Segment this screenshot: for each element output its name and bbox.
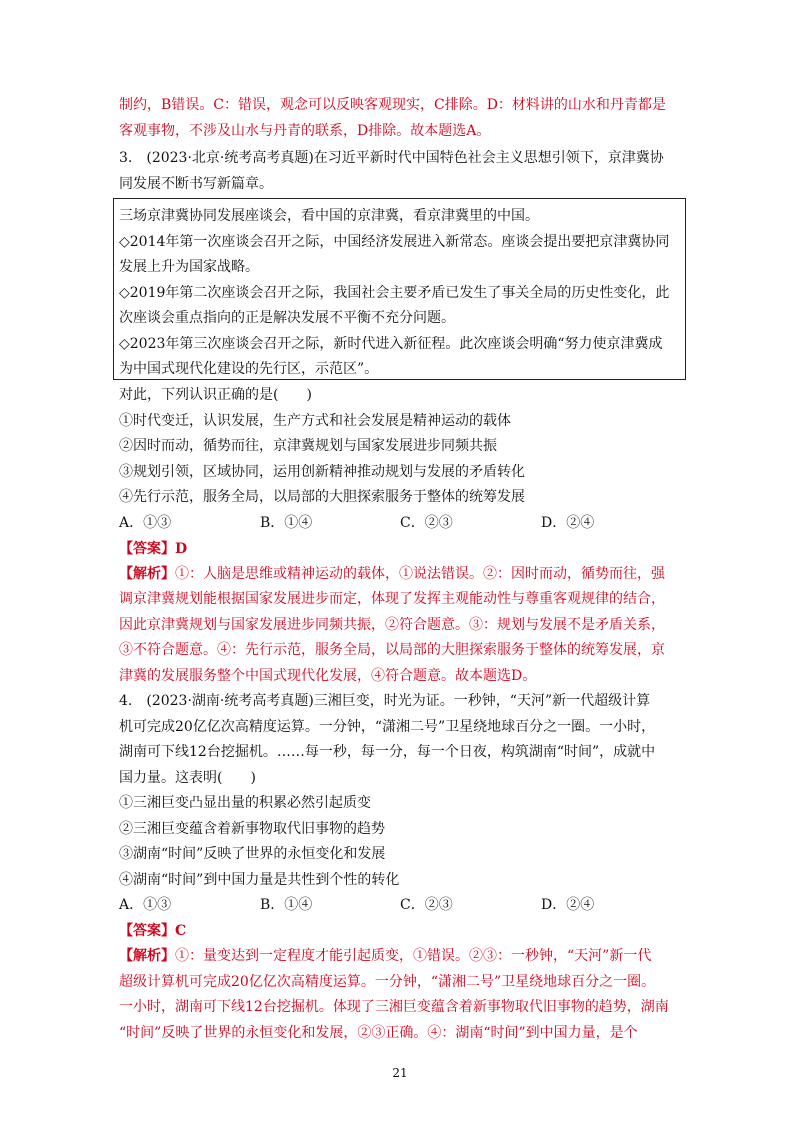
q3-option-d: D．②④ bbox=[541, 515, 595, 531]
q3-analysis-line: 津冀的发展服务整个中国式现代化发展，④符合题意。故本题选D。 bbox=[119, 668, 537, 684]
q3-item: ③规划引领，区域协同，运用创新精神推动规划与发展的矛盾转化 bbox=[119, 464, 525, 480]
q3-option-b: B．①④ bbox=[260, 515, 313, 531]
q3-item: ②因时而动，循势而往，京津冀规划与国家发展进步同频共振 bbox=[119, 438, 497, 454]
q3-analysis-label: 【解析】 bbox=[119, 566, 175, 582]
q4-stem-line: 4. (2023·湖南·统考高考真题)三湘巨变，时光为证。一秒钟，“天河”新一代超级计算 bbox=[119, 693, 651, 709]
q3-stem-line-2: 同发展不断书写新篇章。 bbox=[119, 176, 273, 192]
q4-option-d: D．②④ bbox=[541, 897, 595, 913]
q3-answer-value: D bbox=[175, 541, 188, 557]
q3-item: ④先行示范，服务全局，以局部的大胆探索服务于整体的统筹发展 bbox=[119, 489, 525, 505]
prev-analysis-line-1: 制约，B错误。C：错误，观念可以反映客观现实，C排除。D：材料讲的山水和丹青都是 bbox=[119, 97, 666, 113]
q4-answer-label: 【答案】 bbox=[119, 923, 175, 939]
q4-item: ③湖南“时间”反映了世界的永恒变化和发展 bbox=[119, 846, 386, 862]
q3-option-a: A．①③ bbox=[119, 515, 172, 531]
q4-answer-value: C bbox=[175, 923, 187, 939]
q4-item: ②三湘巨变蕴含着新事物取代旧事物的趋势 bbox=[119, 821, 385, 837]
q4-analysis-text: ①：量变达到一定程度才能引起质变，①错误。②③：一秒钟，“天河”新一代 bbox=[175, 948, 652, 964]
q4-item: ①三湘巨变凸显出量的积累必然引起质变 bbox=[119, 795, 371, 811]
q3-material-line: 为中国式现代化建设的先行区，示范区”。 bbox=[119, 361, 379, 377]
prev-analysis-line-2: 客观事物，不涉及山水与丹青的联系，D排除。故本题选A。 bbox=[119, 123, 491, 139]
q3-item: ①时代变迁，认识发展，生产方式和社会发展是精神运动的载体 bbox=[119, 413, 511, 429]
q4-stem-line: 国力量。这表明( ) bbox=[119, 770, 256, 786]
q4-option-a: A．①③ bbox=[119, 897, 172, 913]
q3-material-line: 次座谈会重点指向的正是解决发展不平衡不充分问题。 bbox=[119, 310, 455, 326]
q3-material-line: 发展上升为国家战略。 bbox=[119, 259, 259, 275]
q3-material-line: ◇2014年第一次座谈会召开之际，中国经济发展进入新常态。座谈会提出要把京津冀协同 bbox=[119, 234, 670, 250]
q4-analysis-line: 一小时，湖南可下线12台挖掘机。体现了三湘巨变蕴含着新事物取代旧事物的趋势，湖南 bbox=[119, 999, 669, 1015]
q4-option-c: C．②③ bbox=[400, 897, 453, 913]
q3-material-line: ◇2019年第二次座谈会召开之际，我国社会主要矛盾已发生了事关全局的历史性变化，此 bbox=[119, 285, 670, 301]
q3-stem-line-1: 3. (2023·北京·统考高考真题)在习近平新时代中国特色社会主义思想引领下，京津冀协 bbox=[119, 150, 664, 166]
q3-material-line: ◇2023年第三次座谈会召开之际，新时代进入新征程。此次座谈会明确“努力使京津冀成 bbox=[119, 336, 663, 352]
q3-answer bbox=[119, 539, 187, 559]
q4-analysis-line: “时间”反映了世界的永恒变化和发展，②③正确。④：湖南“时间”到中国力量，是个 bbox=[119, 1025, 638, 1041]
q3-question: 对此，下列认识正确的是( ) bbox=[119, 387, 312, 403]
q4-analysis-line: 超级计算机可完成20亿亿次高精度运算。一分钟，“潇湘二号”卫星绕地球百分之一圈。 bbox=[119, 974, 656, 990]
q4-answer bbox=[119, 921, 186, 941]
q3-analysis-line bbox=[119, 564, 665, 584]
page-number: 21 bbox=[392, 1066, 408, 1080]
q4-option-b: B．①④ bbox=[260, 897, 313, 913]
q4-analysis-line bbox=[119, 946, 651, 966]
q3-answer-label: 【答案】 bbox=[119, 541, 175, 557]
q3-analysis-line: 调京津冀规划能根据国家发展进步而定，体现了发挥主观能动性与尊重客观规律的结合， bbox=[119, 591, 665, 607]
q3-material-line: 三场京津冀协同发展座谈会，看中国的京津冀，看京津冀里的中国。 bbox=[119, 208, 539, 224]
q4-stem-line: 机可完成20亿亿次高精度运算。一分钟，“潇湘二号”卫星绕地球百分之一圈。一小时， bbox=[119, 719, 656, 735]
q3-analysis-line: ③不符合题意。④：先行示范，服务全局，以局部的大胆探索服务于整体的统筹发展，京 bbox=[119, 642, 665, 658]
q4-stem-line: 湖南可下线12台挖掘机。……每一秒，每一分，每一个日夜，构筑湖南“时间”，成就中 bbox=[119, 744, 656, 760]
q3-analysis-line: 因此京津冀规划与国家发展进步同频共振，②符合题意。③：规划与发展不是矛盾关系， bbox=[119, 617, 665, 633]
q3-option-c: C．②③ bbox=[400, 515, 453, 531]
q4-analysis-label: 【解析】 bbox=[119, 948, 175, 964]
q3-analysis-text: ①：人脑是思维或精神运动的载体，①说法错误。②：因时而动，循势而往，强 bbox=[175, 566, 665, 582]
q4-item: ④湖南“时间”到中国力量是共性到个性的转化 bbox=[119, 872, 400, 888]
